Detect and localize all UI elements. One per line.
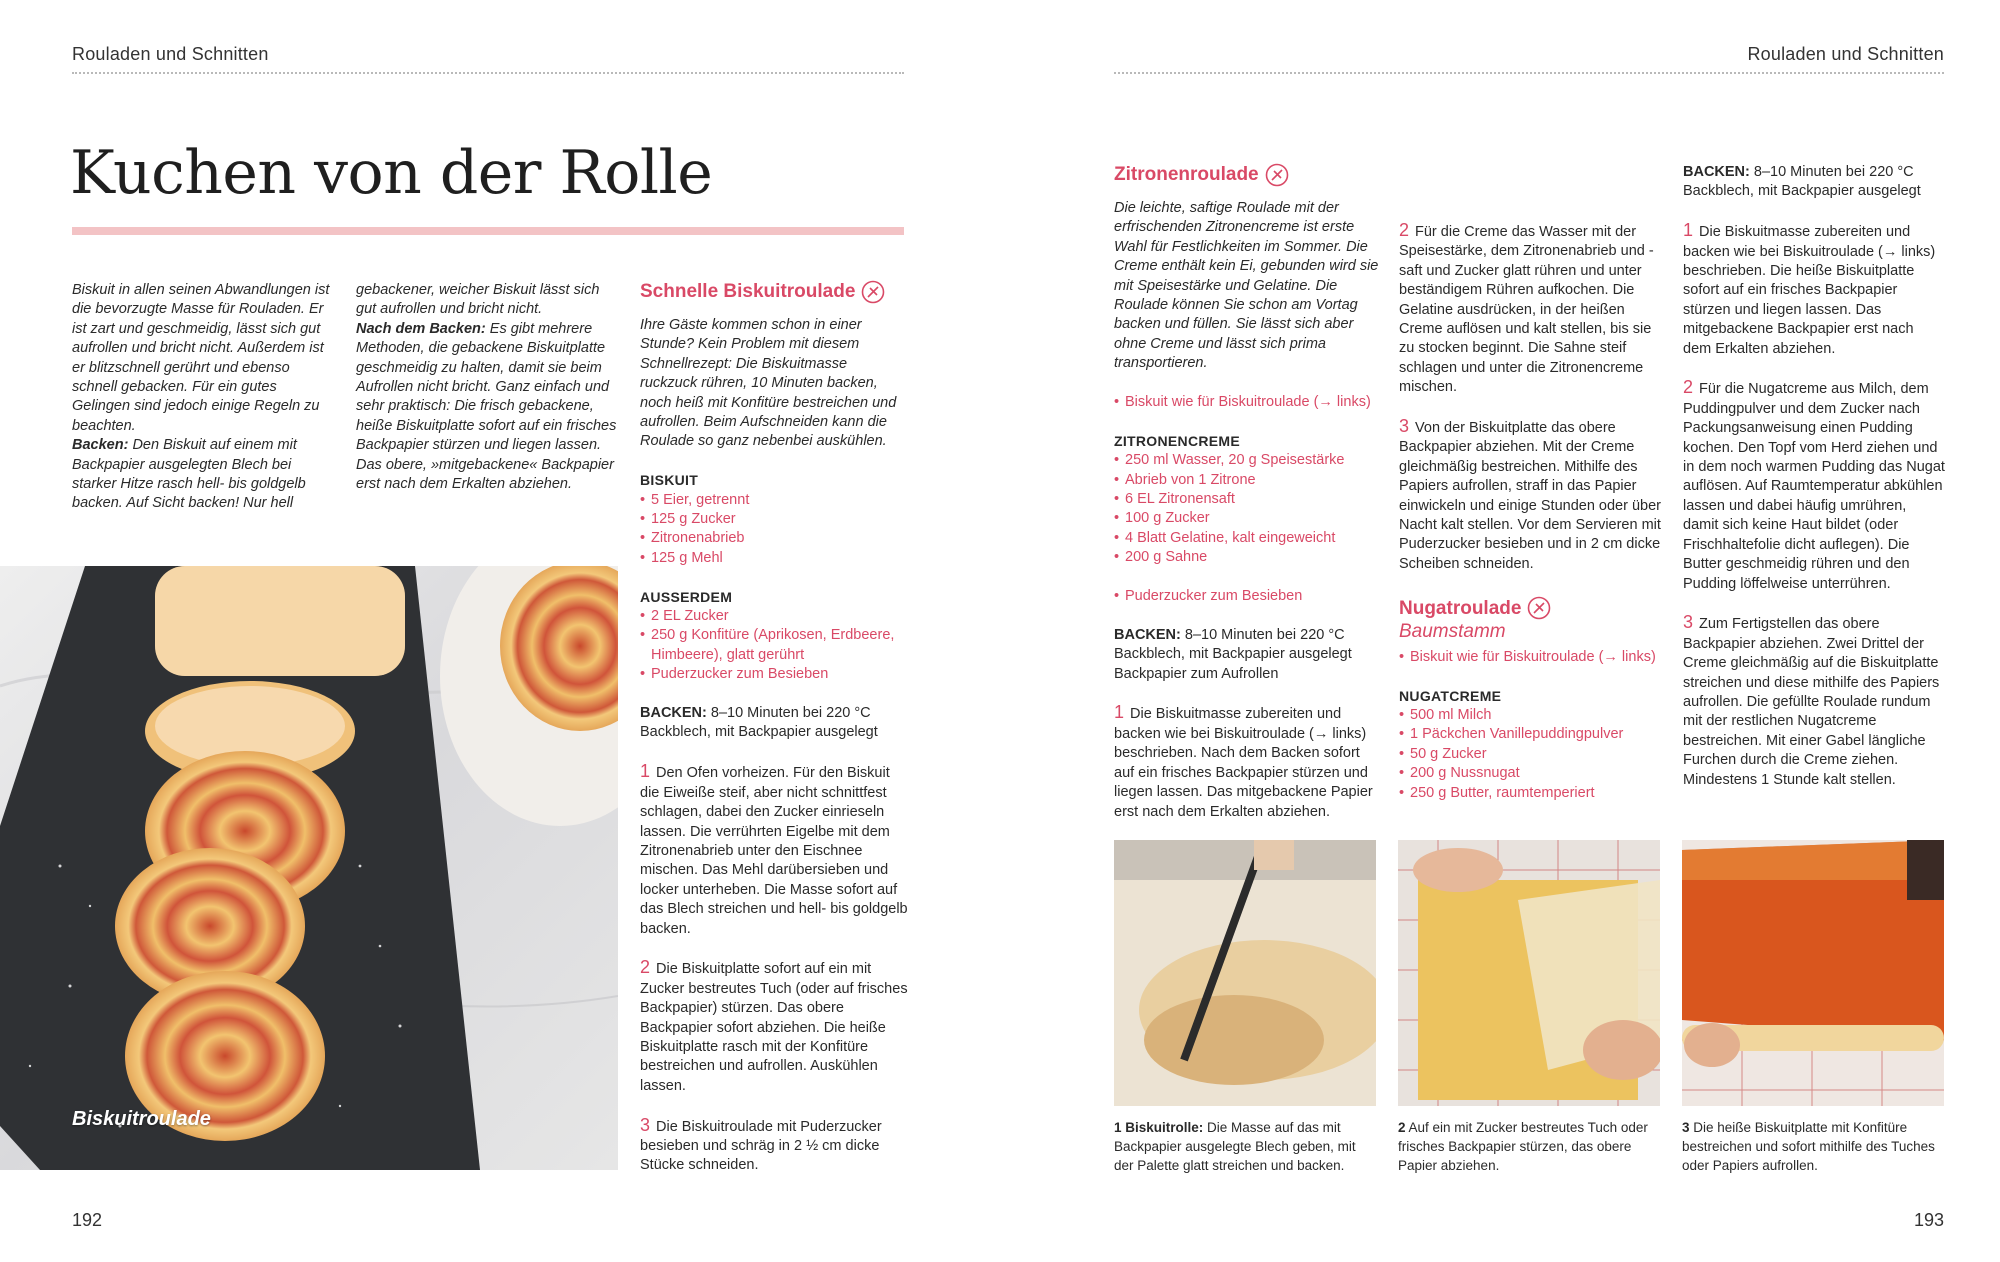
ingredient-item: • Puderzucker zum Besieben xyxy=(640,665,908,684)
recipe-step xyxy=(1683,378,1945,593)
ingredient-list-base xyxy=(1399,648,1667,667)
recipe-title-text: Schnelle Biskuitroulade xyxy=(640,281,856,303)
caption-number: 3 xyxy=(1682,1120,1690,1135)
caption-text: Auf ein mit Zucker bestreutes Tuch oder frisches Backpapier stürzen, das obere Papier abziehen. xyxy=(1398,1120,1648,1173)
recipe-schnelle-biskuitroulade xyxy=(640,280,908,1176)
step-number: 3 xyxy=(640,1114,651,1135)
ingredient-item: • 125 g Zucker xyxy=(640,510,908,529)
step-number: 3 xyxy=(1399,416,1410,437)
section-heading-biskuit: BISKUIT xyxy=(640,472,699,489)
ingredient-item: • Abrieb von 1 Zitrone xyxy=(1114,471,1380,490)
running-header-left: Rouladen und Schnitten xyxy=(72,44,269,64)
step-photo-2 xyxy=(1398,840,1660,1106)
ingredient-list-zitronencreme xyxy=(1114,451,1380,567)
step-photo-1 xyxy=(1114,840,1376,1106)
recipe-title xyxy=(1399,596,1667,620)
bake-info xyxy=(640,704,908,743)
step-photo-3 xyxy=(1682,840,1944,1106)
title-underline-bar xyxy=(72,227,904,235)
step-number: 1 xyxy=(1683,220,1694,241)
ingredient-item: • 1 Päckchen Vanillepuddingpulver xyxy=(1399,725,1667,744)
section-heading-ausserdem: AUSSERDEM xyxy=(640,588,733,605)
page-number-left: 192 xyxy=(72,1210,103,1230)
step-number: 1 xyxy=(1114,702,1125,723)
bake-text: 8–10 Minuten bei 220 °C Backblech, mit Backpapier ausgelegt xyxy=(640,705,878,741)
caption-number: 1 xyxy=(1114,1120,1122,1135)
ingredient-item: • Zitronenabrieb xyxy=(640,529,908,548)
recipe-intro: Ihre Gäste kommen schon in einer Stunde? Kein Problem mit diesem Schnellrezept: Die Biskuitmasse ruckzuck rühren, 10 Minuten backen, noch heiß mit Konfitüre bestreichen und aufrollen. Beim Aufschneiden kann die Roulade so ganz nebenbei auskühlen. xyxy=(640,317,897,450)
step-text: Für die Nugatcreme aus Milch, dem Puddingpulver und dem Zucker nach Packungsanweisung einen Pudding kochen. Den Topf vom Herd ziehen und in dem noch warmen Pudding das Nugat auflösen. Auf Raumtemperatur abkühlen lassen und dabei häufig umrühren, damit sich keine Haut bildet (oder Frischhaltefolie dicht auflegen). Die Butter geschmeidig rühren und den Pudding löffelweise unterrühren. xyxy=(1683,381,1945,592)
recipe-step xyxy=(1399,417,1667,574)
caption-number: 2 xyxy=(1398,1120,1406,1135)
ingredient-item: • 2 EL Zucker xyxy=(640,607,908,626)
bake-text: 8–10 Minuten bei 220 °C Backblech, mit Backpapier ausgelegt xyxy=(1683,164,1921,200)
ingredient-item: • 250 ml Wasser, 20 g Speisestärke xyxy=(1114,451,1380,470)
intro-text: Es gibt mehrere Methoden, die gebackene Biskuitplatte geschmeidig zu halten, damit sie beim Aufrollen nicht bricht. Ganz einfach und sehr praktisch: Die frisch gebackene, heiße Biskuitplatte sofort auf ein frisches Backpapier stürzen und liegen lassen. Das obere, »mitgebackene« Backpapier erst nach dem Erkalten abziehen. xyxy=(356,320,617,493)
ingredient-item: • 6 EL Zitronensaft xyxy=(1114,490,1380,509)
recipe-title-text: Zitronenroulade xyxy=(1114,164,1259,186)
page-number-right: 193 xyxy=(1913,1210,1944,1230)
ingredient-item: • Biskuit wie für Biskuitroulade (→ links) xyxy=(1399,648,1667,667)
bake-label: BACKEN: xyxy=(1114,626,1181,643)
no-cut-icon xyxy=(1265,163,1289,187)
step-text: Die Biskuitplatte sofort auf ein mit Zucker bestreutes Tuch (oder auf frisches Backpapier) stürzen. Das obere Backpapier sofort abziehen. Die heiße Biskuitplatte rasch mit der Konfitüre bestreichen und aufrollen. Auskühlen lassen. xyxy=(640,961,908,1094)
ingredient-list-nugatcreme xyxy=(1399,706,1667,803)
recipe-title xyxy=(1114,163,1380,187)
ingredient-item: • 500 ml Milch xyxy=(1399,706,1667,725)
step-caption-3 xyxy=(1682,1118,1944,1175)
step-number: 3 xyxy=(1683,612,1694,633)
intro-column-1 xyxy=(72,281,332,514)
step-text: Zum Fertigstellen das obere Backpapier abziehen. Zwei Drittel der Creme gleichmäßig auf die Biskuitplatte streichen und diese mithilfe des Papiers aufrollen. Die gefüllte Roulade rundum mit der restlichen Nugatcreme bestreichen. Mit einer Gabel längliche Furchen durch die Creme ziehen. Mindestens 1 Stunde kalt stellen. xyxy=(1683,616,1940,788)
intro-label-backen: Backen: xyxy=(72,437,129,454)
intro-column-2 xyxy=(356,281,618,494)
ingredient-list-biskuit xyxy=(640,491,908,569)
no-cut-icon xyxy=(861,280,885,304)
step-caption-1 xyxy=(1114,1118,1378,1175)
recipe-step xyxy=(1114,703,1380,821)
section-heading-zitronencreme: ZITRONENCREME xyxy=(1114,432,1241,449)
ingredient-item: • Puderzucker zum Besieben xyxy=(1114,587,1380,606)
ingredient-item: • 50 g Zucker xyxy=(1399,745,1667,764)
step-text: Von der Biskuitplatte das obere Backpapier abziehen. Mit der Creme gleichmäßig bestreichen. Mithilfe des Papiers aufrollen, straff in das Papier einwickeln und einige Stunden oder über Nacht kalt stellen. Vor dem Servieren mit Puderzucker besieben und in 2 cm dicke Scheiben schneiden. xyxy=(1399,420,1661,572)
step-number: 1 xyxy=(640,761,651,782)
recipe-subtitle: Baumstamm xyxy=(1399,621,1506,643)
bake-text: 8–10 Minuten bei 220 °C Backblech, mit Backpapier ausgelegt Backpapier zum Aufrollen xyxy=(1114,626,1352,682)
page-title: Kuchen von der Rolle xyxy=(70,138,713,208)
recipe-step xyxy=(640,762,908,939)
recipe-zitronenroulade xyxy=(1114,163,1380,822)
right-column-2 xyxy=(1399,163,1667,803)
step-number: 2 xyxy=(1399,220,1410,240)
recipe-step xyxy=(1683,221,1945,359)
header-rule-left xyxy=(72,72,904,74)
intro-text: Den Biskuit auf einem mit Backpapier ausgelegten Blech bei starker Hitze rasch hell- bis goldgelb backen. Auf Sicht backen! Nur hell xyxy=(72,437,306,512)
biskuitroulade-photo xyxy=(0,566,618,1170)
header-rule-right xyxy=(1114,72,1944,74)
step-number: 2 xyxy=(1683,377,1694,398)
intro-text: gebackener, weicher Biskuit lässt sich gut aufrollen und bricht nicht. xyxy=(356,282,600,318)
ingredient-list-base xyxy=(1114,393,1380,412)
step-text: Die Biskuitmasse zubereiten und backen wie bei Biskuitroulade (→ links) beschrieben. Die heiße Biskuitplatte sofort auf ein frisches Backpapier stürzen und liegen lassen. Das mitgebackene Backpapier erst nach dem Erkalten abziehen. xyxy=(1683,224,1936,357)
intro-text: Biskuit in allen seinen Abwandlungen ist die bevorzugte Masse für Rouladen. Er ist zart und geschmeidig, lässt sich gut aufrollen und bricht nicht. Außerdem ist er blitzschnell gerührt und ebenso schnell gebacken. Für ein gutes Gelingen sind jedoch einige Regeln zu beachten. xyxy=(72,282,330,434)
no-cut-icon xyxy=(1527,596,1551,620)
section-heading-nugatcreme: NUGATCREME xyxy=(1399,687,1502,704)
step-caption-2 xyxy=(1398,1118,1662,1175)
recipe-title xyxy=(640,280,908,304)
recipe-step xyxy=(640,958,908,1096)
ingredient-item: • 200 g Sahne xyxy=(1114,548,1380,567)
ingredient-item: • 100 g Zucker xyxy=(1114,509,1380,528)
ingredient-item: • 200 g Nussnugat xyxy=(1399,764,1667,783)
recipe-title-text: Nugatroulade xyxy=(1399,597,1522,619)
caption-text: Die Masse auf das mit Backpapier ausgelegte Blech geben, mit der Palette glatt streichen und backen. xyxy=(1114,1120,1356,1173)
recipe-step xyxy=(1683,613,1945,790)
ingredient-list-extra xyxy=(1114,587,1380,606)
bake-label: BACKEN: xyxy=(1683,164,1750,180)
right-column-3 xyxy=(1683,163,1945,790)
intro-label-nach-dem-backen: Nach dem Backen: xyxy=(356,320,486,337)
recipe-step xyxy=(640,1116,908,1176)
caption-text: Die heiße Biskuitplatte mit Konfitüre bestreichen und sofort mithilfe des Tuches oder Papiers aufrollen. xyxy=(1682,1120,1935,1173)
ingredient-item: • 5 Eier, getrennt xyxy=(640,491,908,510)
ingredient-item: • 250 g Konfitüre (Aprikosen, Erdbeere, Himbeere), glatt gerührt xyxy=(640,626,908,665)
caption-label: Biskuitrolle: xyxy=(1125,1120,1204,1135)
bake-info xyxy=(1114,626,1380,684)
bake-info xyxy=(1683,163,1945,202)
ingredient-item: • 125 g Mehl xyxy=(640,549,908,568)
running-header-right: Rouladen und Schnitten xyxy=(1747,44,1944,64)
bake-label: BACKEN: xyxy=(640,705,707,722)
recipe-intro: Die leichte, saftige Roulade mit der erfrischenden Zitronencreme ist erste Wahl für Festlichkeiten im Sommer. Die Creme enthält kein Ei, gebunden wird sie mit Speisestärke und Gelatine. Die Roulade können Sie schon am Vortag backen und füllen. Sie lässt sich aber ohne Creme und lässt sich prima transportieren. xyxy=(1114,200,1379,372)
step-text: Den Ofen vorheizen. Für den Biskuit die Eiweiße steif, aber nicht schnittfest schlagen, dabei den Zucker einrieseln lassen. Die verrührten Eigelbe mit dem Zitronenabrieb unter den Eischnee mischen. Das Mehl darübersieben und locker unterheben. Die Masse sofort auf das Blech streichen und hell- bis goldgelb backen. xyxy=(640,765,908,937)
ingredient-list-ausserdem xyxy=(640,607,908,685)
ingredient-item: • Biskuit wie für Biskuitroulade (→ links) xyxy=(1114,393,1380,412)
step-text: Für die Creme das Wasser mit der Speisestärke, dem Zitronenabrieb und -saft und Zucker glatt rühren und unter beständigem Rühren aufkochen. Die Gelatine ausdrücken, in der heißen Creme auflösen und kalt stellen, bis sie zu stocken beginnt. Die Sahne steif schlagen und unter die Zitronencreme mischen. xyxy=(1399,224,1654,396)
step-number: 2 xyxy=(640,957,651,978)
ingredient-item: • 250 g Butter, raumtemperiert xyxy=(1399,784,1667,803)
step-text: Die Biskuitmasse zubereiten und backen wie bei Biskuitroulade (→ links) beschrieben. Nach dem Backen sofort auf ein frisches Backpapier stürzen und liegen lassen. Das mitgebackene Papier erst nach dem Erkalten abziehen. xyxy=(1114,706,1373,820)
step-text: Die Biskuitroulade mit Puderzucker besieben und schräg in 2 ½ cm dicke Stücke schneiden. xyxy=(640,1118,882,1174)
photo-caption: Biskuitroulade xyxy=(72,1108,211,1130)
ingredient-item: • 4 Blatt Gelatine, kalt eingeweicht xyxy=(1114,529,1380,548)
recipe-step xyxy=(1399,221,1667,398)
